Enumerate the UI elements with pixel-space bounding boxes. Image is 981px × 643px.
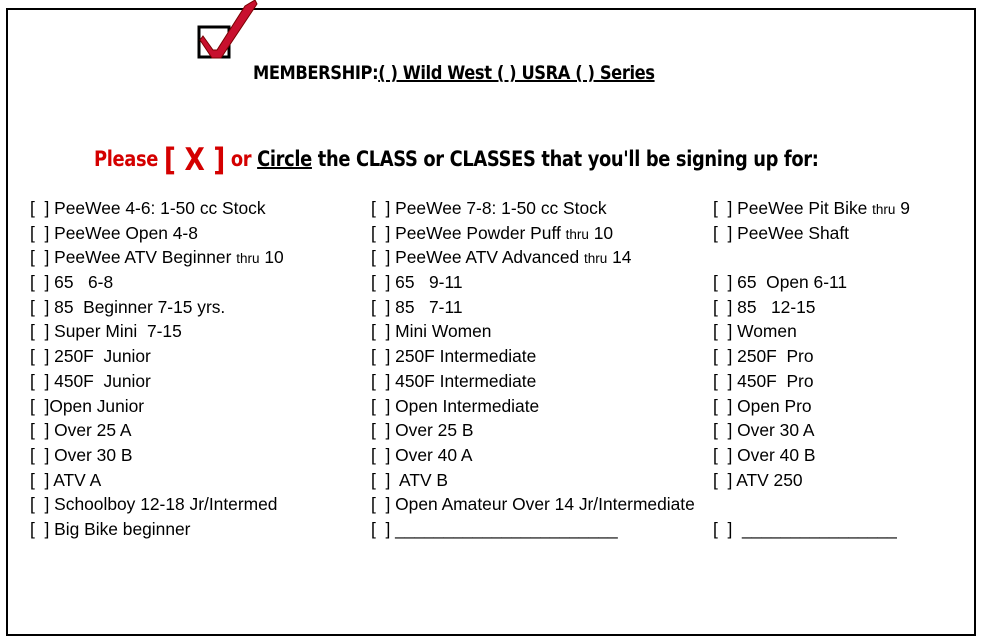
class-option[interactable]: [ ] PeeWee ATV Beginner thru 10 [30, 247, 284, 268]
class-option[interactable]: [ ] Open Intermediate [371, 395, 540, 416]
class-option[interactable]: [ ] Open Amateur Over 14 Jr/Intermediate [371, 494, 695, 515]
age-limit-note: thru [565, 226, 589, 242]
instruction-line [94, 142, 819, 178]
class-option[interactable]: [ ] ATV 250 [713, 469, 803, 490]
x-mark-symbol: [ X ] [163, 142, 225, 178]
class-row [30, 444, 975, 469]
class-option[interactable]: [ ] _______________________ [371, 518, 618, 539]
class-option[interactable]: [ ] Over 40 A [371, 444, 473, 465]
class-option[interactable]: [ ] ________________ [713, 518, 897, 539]
class-row [30, 345, 975, 370]
class-option[interactable]: [ ] 85 Beginner 7-15 yrs. [30, 296, 226, 317]
class-row [30, 395, 975, 420]
instruction-text: the CLASS or CLASSES that you'll be signing up for: [311, 147, 819, 171]
class-option[interactable]: [ ] 250F Pro [713, 346, 814, 367]
class-option[interactable]: [ ] 250F Intermediate [371, 346, 537, 367]
class-option[interactable]: [ ] 65 6-8 [30, 272, 114, 293]
class-row [30, 271, 975, 296]
circle-word: Circle [257, 147, 312, 171]
age-limit-note: thru [872, 202, 896, 217]
age-limit-note: thru [236, 251, 260, 267]
or-text: or [224, 147, 258, 171]
class-list [30, 197, 975, 543]
class-option[interactable]: [ ] Over 25 A [30, 420, 132, 441]
class-option[interactable]: [ ] ATV A [30, 469, 102, 490]
class-option[interactable]: [ ] Open Pro [713, 395, 812, 416]
class-option[interactable]: [ ]Open Junior [30, 395, 145, 416]
class-row [30, 370, 975, 395]
please-text: Please [94, 147, 164, 171]
class-option[interactable]: [ ] 85 7-11 [371, 296, 463, 317]
class-row [30, 493, 975, 518]
class-option[interactable]: [ ] PeeWee Powder Puff thru 10 [371, 222, 614, 243]
class-option[interactable]: [ ] 65 Open 6-11 [713, 272, 848, 293]
class-option[interactable]: [ ] PeeWee Open 4-8 [30, 222, 198, 243]
age-limit-note: thru [584, 251, 608, 267]
class-option[interactable]: [ ] Mini Women [371, 321, 492, 342]
class-option[interactable]: [ ] PeeWee ATV Advanced thru 14 [371, 247, 632, 268]
class-option[interactable]: [ ] PeeWee Shaft [713, 222, 849, 243]
class-row [30, 469, 975, 494]
class-option[interactable]: [ ] Over 40 B [713, 444, 816, 465]
class-option[interactable]: [ ] Over 30 A [713, 420, 815, 441]
class-row [30, 197, 975, 222]
class-option[interactable]: [ ] Over 25 B [371, 420, 474, 441]
class-option[interactable]: [ ] 450F Intermediate [371, 370, 537, 391]
class-option[interactable]: [ ] Big Bike beginner [30, 518, 191, 539]
class-option[interactable]: [ ] Over 30 B [30, 444, 133, 465]
class-option[interactable]: [ ] Schoolboy 12-18 Jr/Intermed [30, 494, 278, 515]
class-option[interactable]: [ ] 250F Junior [30, 346, 151, 367]
class-option[interactable]: [ ] 85 12-15 [713, 296, 816, 317]
class-row [30, 419, 975, 444]
class-row [30, 320, 975, 345]
class-option[interactable]: [ ] Super Mini 7-15 [30, 321, 182, 342]
class-row [30, 222, 975, 247]
class-option[interactable]: [ ] PeeWee 4-6: 1-50 cc Stock [30, 198, 266, 218]
class-option[interactable]: [ ] PeeWee Pit Bike thru 9 [713, 198, 910, 218]
membership-options[interactable]: ( ) Wild West ( ) USRA ( ) Series [378, 62, 655, 84]
class-option[interactable]: [ ] 450F Junior [30, 370, 151, 391]
class-row [30, 246, 975, 271]
membership-label: MEMBERSHIP: [253, 62, 379, 84]
membership-line [253, 62, 655, 84]
class-option[interactable]: [ ] ATV B [371, 469, 448, 490]
class-option[interactable]: [ ] Women [713, 321, 797, 342]
class-option[interactable]: [ ] 65 9-11 [371, 272, 463, 293]
class-option[interactable]: [ ] PeeWee 7-8: 1-50 cc Stock [371, 198, 607, 218]
class-row [30, 518, 975, 543]
class-row [30, 296, 975, 321]
class-option[interactable]: [ ] 450F Pro [713, 370, 814, 391]
